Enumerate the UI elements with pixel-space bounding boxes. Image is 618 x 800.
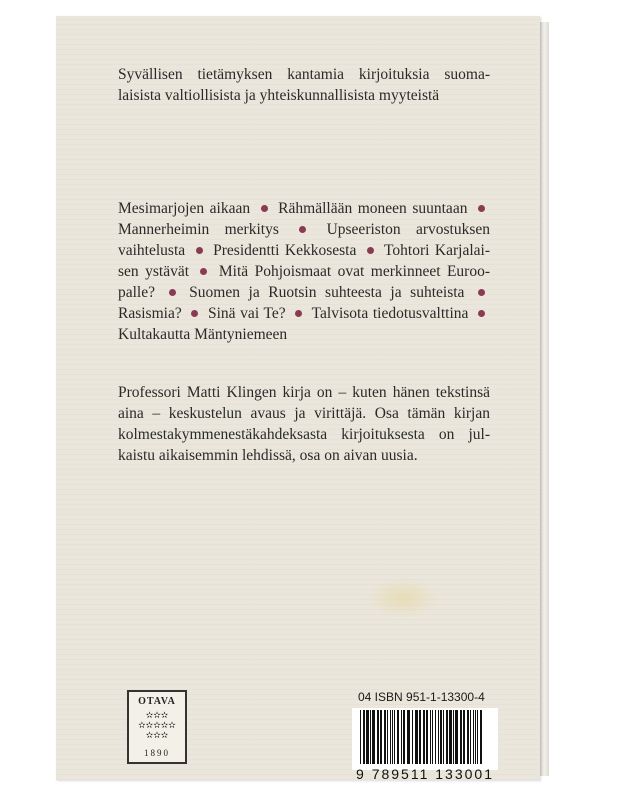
bullet-icon xyxy=(299,226,306,233)
bullet-icon xyxy=(261,205,268,212)
bullet-icon xyxy=(295,310,302,317)
contents-item: palle? xyxy=(118,284,156,301)
contents-item: Tohtori Karjalai- xyxy=(384,242,491,259)
barcode-bar xyxy=(360,710,361,764)
barcode-bar xyxy=(415,710,418,764)
barcode-bar xyxy=(423,710,425,764)
barcode-bar xyxy=(477,710,478,764)
barcode-bar xyxy=(467,710,469,764)
bullet-icon xyxy=(367,247,374,254)
contents-item: Sinä vai Te? xyxy=(208,305,286,322)
contents-line xyxy=(118,198,490,219)
bullet-icon xyxy=(478,289,485,296)
blurb-line: kolmestakymmenestäkahdeksasta kirjoituksesta on jul- xyxy=(118,426,490,443)
barcode-bar xyxy=(407,710,410,764)
blurb-line: kaistu aikaisemmin lehdissä, osa on aivan uusia. xyxy=(118,447,418,464)
barcode-bar xyxy=(430,710,431,764)
barcode-bar xyxy=(475,710,476,764)
contents-line xyxy=(118,240,490,261)
bullet-icon xyxy=(478,205,485,212)
barcode-bar xyxy=(366,710,369,764)
contents-item: Upseeriston arvostuksen xyxy=(326,221,491,238)
barcode-bar xyxy=(384,710,386,764)
barcode-icon xyxy=(352,708,498,768)
contents-line xyxy=(118,219,490,240)
contents-item: vaihtelusta xyxy=(118,242,186,259)
paper-stain xyxy=(366,577,440,619)
blurb xyxy=(118,382,490,466)
contents-item: Rähmällään moneen suuntaan xyxy=(278,200,468,217)
contents-item: Rasismia? xyxy=(118,305,182,322)
barcode-bar xyxy=(460,710,462,764)
publisher-name: OTAVA xyxy=(138,696,176,707)
barcode-bar xyxy=(449,710,452,764)
blurb-line: Professori Matti Klingen kirja on – kuten hänen tekstinsä xyxy=(118,384,490,401)
isbn-label: 04 ISBN 951-1-13300-4 xyxy=(358,690,485,704)
blurb-line: aina – keskustelun avaus ja virittäjä. Osa tämän kirjan xyxy=(118,405,490,422)
barcode-bar xyxy=(403,710,405,764)
barcode-bar xyxy=(392,710,393,764)
barcode xyxy=(352,708,498,770)
bullet-icon xyxy=(196,247,203,254)
barcode-bar xyxy=(432,710,433,764)
contents-line xyxy=(118,324,490,345)
barcode-bar xyxy=(470,710,471,764)
barcode-bar xyxy=(426,710,428,764)
tagline-line: laisista valtiollisista ja yhteiskunnallisista myyteistä xyxy=(118,87,440,104)
barcode-bar xyxy=(387,710,388,764)
barcode-bar xyxy=(419,710,421,764)
contents-line xyxy=(118,303,490,324)
barcode-bar xyxy=(394,710,395,764)
barcode-bar xyxy=(443,710,444,764)
barcode-bar xyxy=(397,710,399,764)
barcode-bar xyxy=(455,710,458,764)
contents-item: Kultakautta Mäntyniemeen xyxy=(118,326,288,343)
contents-item: Mesimarjojen aikaan xyxy=(118,200,251,217)
barcode-bar xyxy=(463,710,465,764)
contents-line xyxy=(118,282,490,303)
barcode-bar xyxy=(401,710,402,764)
barcode-bar xyxy=(473,710,474,764)
barcode-bar xyxy=(377,710,379,764)
tagline-line: Syvällisen tietämyksen kantamia kirjoituksia suoma- xyxy=(118,66,490,83)
contents-item: Mannerheimin merkitys xyxy=(118,221,279,238)
tagline xyxy=(118,64,490,106)
contents-line xyxy=(118,261,490,282)
bullet-icon xyxy=(478,310,485,317)
bullet-icon xyxy=(200,268,207,275)
contents-item: Talvisota tiedotusvalttina xyxy=(311,305,469,322)
barcode-digits: 9 789511 133001 xyxy=(356,766,494,782)
barcode-bar xyxy=(480,710,482,764)
barcode-bar xyxy=(438,710,439,764)
contents-list xyxy=(118,198,490,345)
barcode-bar xyxy=(412,710,413,764)
barcode-bar xyxy=(435,710,436,764)
contents-item: sen ystävät xyxy=(118,263,190,280)
barcode-bar xyxy=(446,710,448,764)
barcode-bar xyxy=(363,710,365,764)
page-edge xyxy=(540,22,549,776)
publisher-year: 1890 xyxy=(144,748,170,758)
barcode-bar xyxy=(453,710,454,764)
barcode-bar xyxy=(390,710,391,764)
bullet-icon xyxy=(191,310,198,317)
barcode-bar xyxy=(440,710,442,764)
contents-item: Mitä Pohjoismaat ovat merkinneet Euroo- xyxy=(218,263,490,280)
contents-item: Suomen ja Ruotsin suhteesta ja suhteista xyxy=(189,284,465,301)
publisher-logo xyxy=(127,690,187,764)
barcode-bar xyxy=(370,710,371,764)
stars-icon: ✫✫✫ ✫✫✫✫✫ ✫✫✫ xyxy=(138,710,176,740)
barcode-bar xyxy=(380,710,382,764)
bullet-icon xyxy=(169,289,176,296)
contents-item: Presidentti Kekkosesta xyxy=(213,242,357,259)
barcode-bar xyxy=(372,710,375,764)
